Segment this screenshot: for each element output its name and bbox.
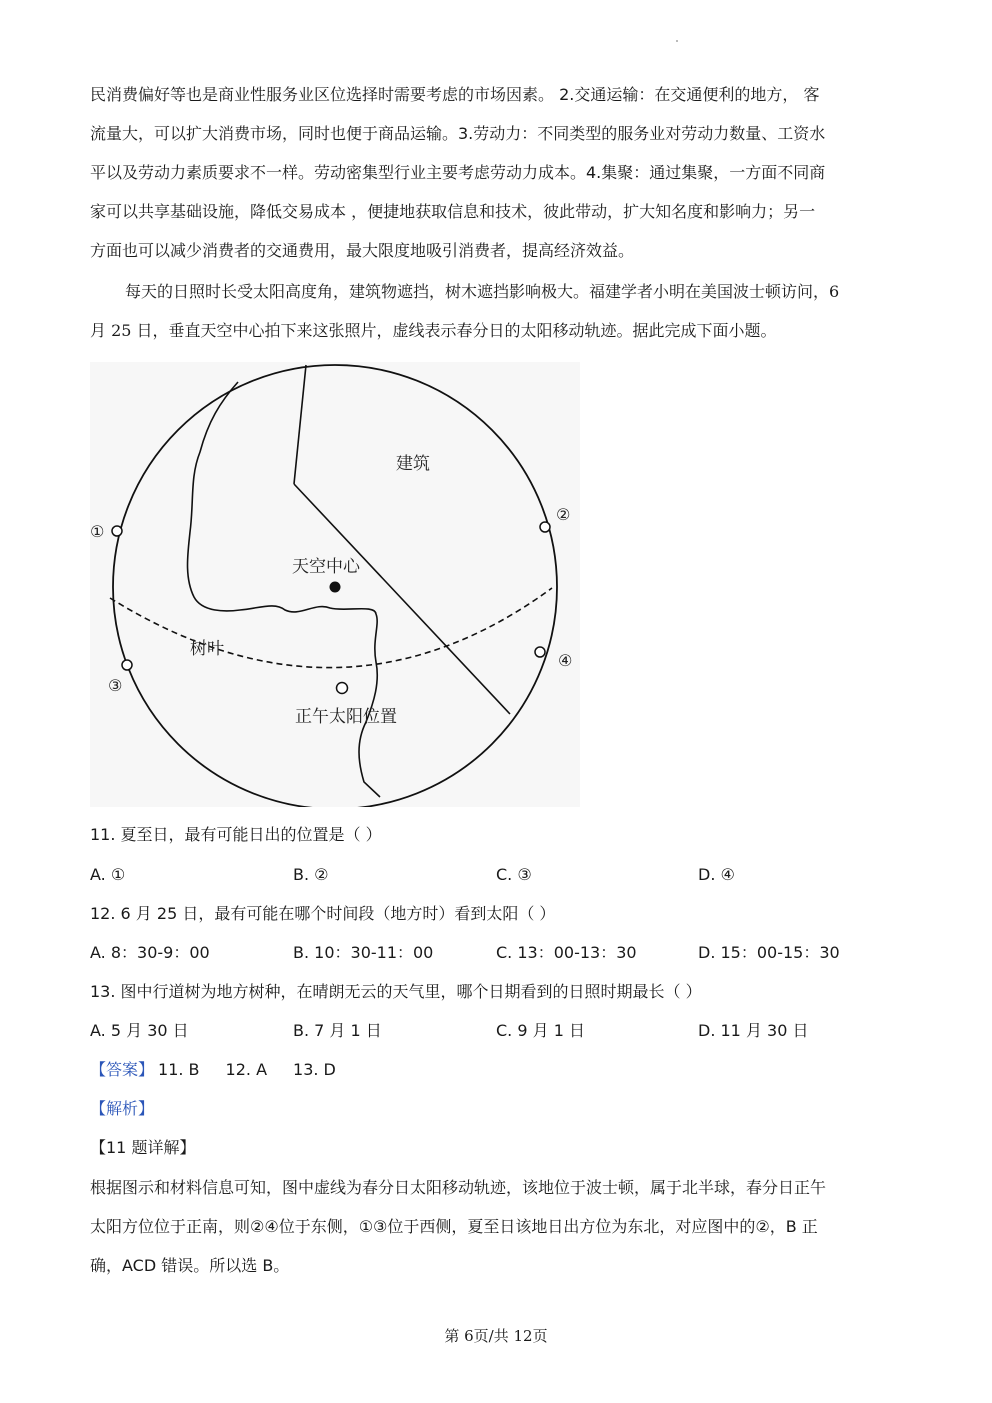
- option-c: C. 13：00-13：30: [496, 943, 637, 962]
- text-line: 每天的日照时长受太阳高度角，建筑物遮挡，树木遮挡影响极大。福建学者小明在美国波士顿访问，6: [125, 282, 840, 301]
- marker-1-label: ①: [90, 522, 105, 541]
- position-2-marker: [540, 522, 550, 532]
- intro-paragraph: [90, 75, 905, 270]
- text-line: 流量大，可以扩大消费市场，同时也便于商品运输。3.劳动力：不同类型的服务业对劳动力数量、工资水: [90, 124, 826, 143]
- option-d: D. 11 月 30 日: [698, 1021, 809, 1040]
- building-label: 建筑: [396, 454, 430, 474]
- position-1-marker: [112, 526, 122, 536]
- option-d: D. ④: [698, 865, 735, 884]
- text-line: 确，ACD 错误。所以选 B。: [90, 1256, 290, 1275]
- option-b: B. 7 月 1 日: [293, 1021, 382, 1040]
- text-line: 月 25 日，垂直天空中心拍下来这张照片，虚线表示春分日的太阳移动轨迹。据此完成下面小题。: [90, 321, 777, 340]
- leaves-label: 树叶: [190, 639, 224, 659]
- option-c: C. 9 月 1 日: [496, 1021, 585, 1040]
- sky-photo-diagram: [90, 362, 580, 807]
- explanation-paragraph: [90, 1168, 905, 1285]
- text-line: 民消费偏好等也是商业性服务业区位选择时需要考虑的市场因素。 2.交通运输：在交通便利的地方， 客: [90, 85, 820, 104]
- material-paragraph: [90, 272, 905, 350]
- position-4-marker: [535, 647, 545, 657]
- text-line: 平以及劳动力素质要求不一样。劳动密集型行业主要考虑劳动力成本。4.集聚：通过集聚，一方面不同商: [90, 163, 826, 182]
- option-b: B. 10：30-11：00: [293, 943, 434, 962]
- answer-item: 11. B: [158, 1060, 200, 1079]
- stray-dot: [676, 40, 678, 42]
- answer-item: 13. D: [293, 1060, 336, 1079]
- marker-3-label: ③: [108, 676, 123, 695]
- page-footer: 第 6页/共 12页: [444, 1327, 548, 1345]
- text-line: 家可以共享基础设施，降低交易成本 ，便捷地获取信息和技术，彼此带动，扩大知名度和影响力；另一: [90, 202, 816, 221]
- question-13-stem: 13. 图中行道树为地方树种，在晴朗无云的天气里，哪个日期看到的日照时期最长（ ）: [90, 982, 702, 1001]
- text-line: 太阳方位位于正南，则②④位于东侧，①③位于西侧，夏至日该地日出方位为东北，对应图中的②，B 正: [90, 1217, 818, 1236]
- question-11-stem: 11. 夏至日，最有可能日出的位置是（ ）: [90, 825, 382, 844]
- option-d: D. 15：00-15：30: [698, 943, 840, 962]
- position-3-marker: [122, 660, 132, 670]
- noon-sun-label: 正午太阳位置: [295, 707, 397, 727]
- detail-title: 【11 题详解】: [90, 1138, 196, 1157]
- answer-label: 【答案】: [90, 1060, 155, 1079]
- option-a: A. 5 月 30 日: [90, 1021, 189, 1040]
- analysis-label: 【解析】: [90, 1099, 155, 1118]
- option-c: C. ③: [496, 865, 532, 884]
- marker-4-label: ④: [558, 651, 573, 670]
- text-line: 方面也可以减少消费者的交通费用，最大限度地吸引消费者，提高经济效益。: [90, 241, 635, 260]
- text-line: 根据图示和材料信息可知，图中虚线为春分日太阳移动轨迹，该地位于波士顿，属于北半球，春分日正午: [90, 1178, 827, 1197]
- sky-center-label: 天空中心: [292, 557, 360, 577]
- answer-line: [90, 1058, 336, 1082]
- question-12-stem: 12. 6 月 25 日，最有可能在哪个时间段（地方时）看到太阳（ ）: [90, 904, 556, 923]
- marker-2-label: ②: [556, 505, 571, 524]
- sky-center-dot: [330, 582, 341, 593]
- answer-item: 12. A: [225, 1060, 268, 1079]
- option-a: A. 8：30-9：00: [90, 943, 210, 962]
- option-b: B. ②: [293, 865, 329, 884]
- noon-sun-marker: [337, 683, 348, 694]
- option-a: A. ①: [90, 865, 126, 884]
- diagram-svg: [90, 362, 580, 807]
